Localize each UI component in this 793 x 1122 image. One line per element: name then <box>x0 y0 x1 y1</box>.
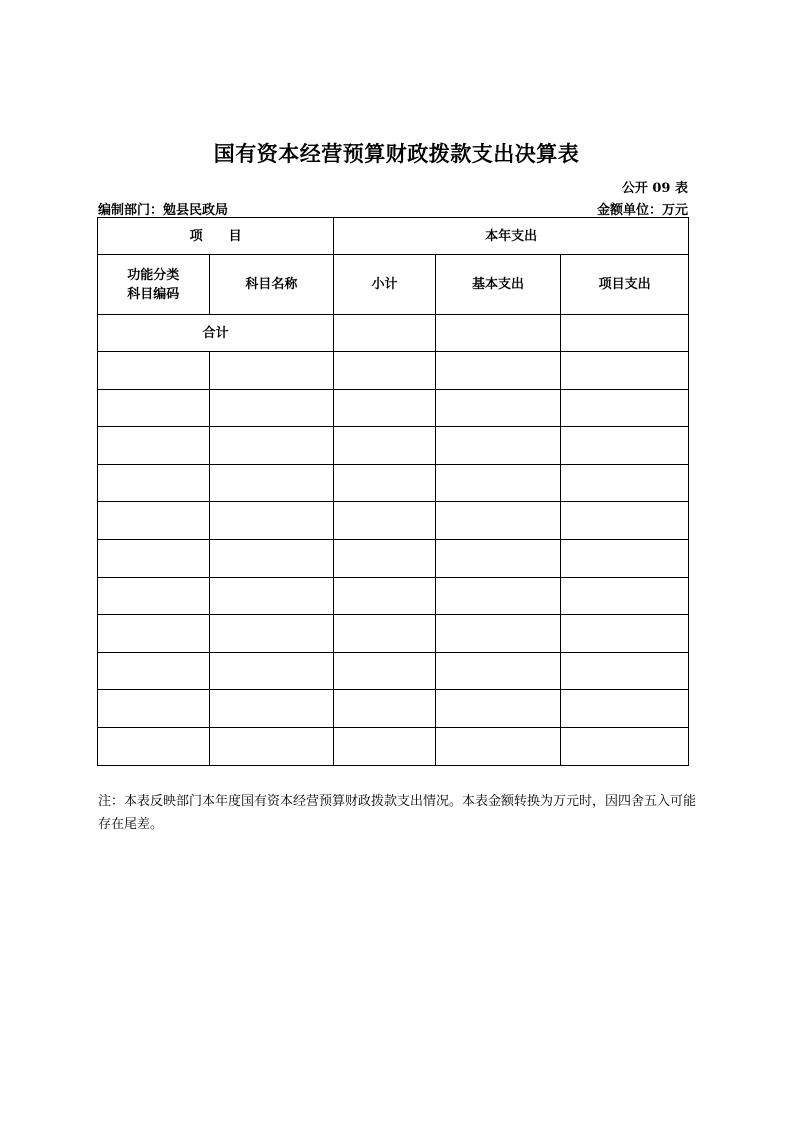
table-cell <box>334 615 436 653</box>
table-row <box>98 427 689 465</box>
table-cell <box>98 652 210 690</box>
table-cell <box>98 352 210 390</box>
table-cell <box>435 615 561 653</box>
table-cell <box>561 464 689 502</box>
table-cell <box>209 652 334 690</box>
total-project-cell <box>561 315 689 352</box>
table-cell <box>561 652 689 690</box>
table-cell <box>435 502 561 540</box>
header-project <box>98 218 334 255</box>
header-subject-name: 科目名称 <box>209 255 334 315</box>
header-row-2 <box>98 255 689 315</box>
header-basic: 基本支出 <box>435 255 561 315</box>
total-row <box>98 315 689 352</box>
table-cell <box>334 464 436 502</box>
table-cell <box>435 389 561 427</box>
table-row <box>98 690 689 728</box>
table-cell <box>334 577 436 615</box>
table-row <box>98 389 689 427</box>
table-cell <box>209 464 334 502</box>
table-cell <box>98 464 210 502</box>
table-cell <box>561 690 689 728</box>
table-cell <box>98 502 210 540</box>
header-row-1 <box>98 218 689 255</box>
table-cell <box>334 502 436 540</box>
total-subtotal-cell <box>334 315 436 352</box>
table-row <box>98 652 689 690</box>
header-current-year-label: 本年支出 <box>485 228 538 244</box>
header-func-code-line1: 功能分类 <box>127 267 180 283</box>
header-current-year <box>334 218 689 255</box>
table-cell <box>209 352 334 390</box>
table-cell <box>334 389 436 427</box>
table-cell <box>98 427 210 465</box>
table-cell <box>209 690 334 728</box>
table-cell <box>561 615 689 653</box>
header-func-code-line2: 科目编码 <box>127 286 180 302</box>
table-row <box>98 352 689 390</box>
table-cell <box>334 727 436 765</box>
page-title: 国有资本经营预算财政拨款支出决算表 <box>213 141 580 166</box>
table-cell <box>209 615 334 653</box>
table-cell <box>561 389 689 427</box>
table-cell <box>435 539 561 577</box>
table-cell <box>334 539 436 577</box>
table-cell <box>209 502 334 540</box>
table-row <box>98 464 689 502</box>
table-cell <box>98 690 210 728</box>
table-cell <box>209 577 334 615</box>
table-row <box>98 727 689 765</box>
table-cell <box>435 577 561 615</box>
table-cell <box>98 727 210 765</box>
table-cell <box>334 352 436 390</box>
table-cell <box>98 577 210 615</box>
total-label: 合计 <box>98 315 334 352</box>
table-cell <box>435 352 561 390</box>
table-cell <box>209 539 334 577</box>
form-code: 公开 09 表 <box>621 181 688 196</box>
table-cell <box>561 502 689 540</box>
table-cell <box>435 690 561 728</box>
header-func-code <box>98 255 210 315</box>
table-cell <box>98 539 210 577</box>
table-cell <box>98 389 210 427</box>
header-project-label: 项 目 <box>189 228 242 244</box>
table-cell <box>435 427 561 465</box>
table-cell <box>435 727 561 765</box>
table-row <box>98 502 689 540</box>
expenditure-table <box>97 217 689 766</box>
total-basic-cell <box>435 315 561 352</box>
table-row <box>98 539 689 577</box>
table-cell <box>435 652 561 690</box>
table-cell <box>209 389 334 427</box>
table-cell <box>334 652 436 690</box>
table-cell <box>561 577 689 615</box>
table-cell <box>98 615 210 653</box>
department-label: 编制部门：勉县民政局 <box>98 203 229 218</box>
table-cell <box>561 427 689 465</box>
header-project-exp: 项目支出 <box>561 255 689 315</box>
table-cell <box>209 427 334 465</box>
table-row <box>98 577 689 615</box>
footnote: 注：本表反映部门本年度国有资本经营预算财政拨款支出情况。本表金额转换为万元时，因四舍五入可能存在尾差。 <box>98 794 697 832</box>
table-cell <box>209 727 334 765</box>
table-row <box>98 615 689 653</box>
unit-label: 金额单位：万元 <box>596 203 688 218</box>
table-cell <box>561 727 689 765</box>
header-subtotal: 小计 <box>334 255 436 315</box>
table-cell <box>435 464 561 502</box>
table-cell <box>334 427 436 465</box>
table-cell <box>561 539 689 577</box>
table-cell <box>334 690 436 728</box>
table-cell <box>561 352 689 390</box>
